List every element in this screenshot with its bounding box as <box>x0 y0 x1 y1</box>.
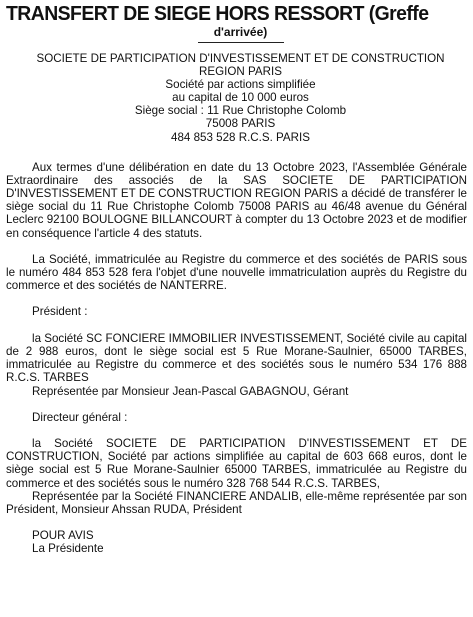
company-name-line-1: SOCIETE DE PARTICIPATION D'INVESTISSEMENT ET DE CONSTRUCTION <box>36 52 445 65</box>
company-header <box>6 52 467 144</box>
president-description: la Société SC FONCIERE IMMOBILIER INVESTISSEMENT, Société civile au capital de 2 988 euros, dont le siège social est 5 Rue Morane-Saulnier, 65000 TARBES, immatriculée au Registre du commerce et des sociétés sous le numéro 534 176 888 R.C.S. TARBES <box>6 331 467 385</box>
president-label: Président : <box>32 305 88 319</box>
company-name-line-2: REGION PARIS <box>199 65 282 79</box>
company-capital: au capital de 10 000 euros <box>172 91 309 105</box>
notice-title: TRANSFERT DE SIEGE HORS RESSORT (Greffe <box>6 2 429 26</box>
president-representative: Représentée par Monsieur Jean-Pascal GABAGNOU, Gérant <box>32 384 349 398</box>
director-general-label: Directeur général : <box>32 410 128 424</box>
closing-pour-avis: POUR AVIS <box>32 529 94 543</box>
title-divider <box>198 42 284 43</box>
director-general-representative: Représentée par la Société FINANCIERE ANDALIB, elle-même représentée par son Président, Monsieur Ahssan RUDA, Président <box>6 489 467 516</box>
notice-body <box>6 161 467 556</box>
company-address: Siège social : 11 Rue Christophe Colomb <box>134 104 347 118</box>
resolution-paragraph: Aux termes d'une délibération en date du 13 Octobre 2023, l'Assemblée Générale Extraordinaire des associés de la SAS SOCIETE DE PARTICIPATION D'INVESTISSEMENT ET DE CONSTRUCTION REGION PARIS a décidé de transférer le siège social du 11 Rue Christophe Colomb 75008 PARIS au 46/48 avenue du Général Leclerc 92100 BOULOGNE BILLANCOURT à compter du 13 Octobre 2023 et de modifier en conséquence l'article 4 des statuts. <box>6 160 467 240</box>
company-rcs: 484 853 528 R.C.S. PARIS <box>171 130 310 144</box>
company-form: Société par actions simplifiée <box>165 78 316 92</box>
notice-subtitle: d'arrivée) <box>213 25 268 39</box>
director-general-description: la Société SOCIETE DE PARTICIPATION D'INVESTISSEMENT ET DE CONSTRUCTION, Société par actions simplifiée au capital de 603 668 euros, dont le siège social est 5 Rue Morane-Saulnier 65000 TARBES, immatriculée au Registre du commerce et des sociétés sous le numéro 328 768 544 R.C.S. TARBES, <box>6 436 467 490</box>
registration-paragraph: La Société, immatriculée au Registre du commerce et des sociétés de PARIS sous le numéro 484 853 528 fera l'objet d'une nouvelle immatriculation auprès du Registre du commerce et des sociétés de NANTERRE. <box>6 252 467 293</box>
company-city: 75008 PARIS <box>205 117 276 131</box>
closing-signatory: La Présidente <box>32 542 104 556</box>
